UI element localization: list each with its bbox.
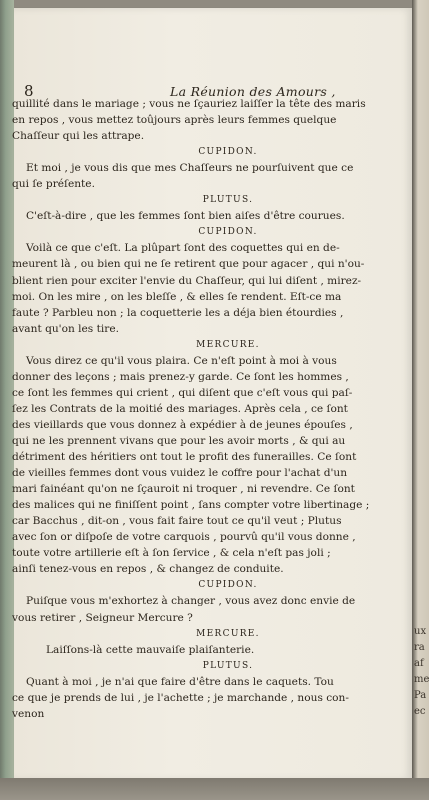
text-line: qui ne les prennent vivans que pour les avoir morts , & qui au [12, 434, 346, 447]
text-line: Vous direz ce qu'il vous plaira. Ce n'eſt point à moi à vous [26, 354, 337, 367]
text-line: avec ſon or diſpoſe de votre carquois , pourvû qu'il vous donne , [12, 531, 356, 544]
facing-page-fragment: af [414, 658, 424, 669]
page-bottom-shadow [0, 778, 429, 800]
text-line: Voilà ce que c'eſt. La plûpart ſont des coquettes qui en de- [26, 242, 340, 255]
facing-page-fragment: ec [414, 706, 426, 717]
text-line: blient rien pour exciter l'envie du Chaſſeur, qui lui diſent , mirez- [12, 274, 362, 287]
text-line: quillité dans le mariage ; vous ne ſçauriez laiſſer la tête des maris [12, 98, 366, 110]
facing-page-fragment: ra [414, 642, 425, 653]
page-text [12, 96, 414, 722]
text-line: venon [12, 707, 45, 720]
speaker-name: CUPIDON. [198, 580, 258, 591]
text-line: donner des leçons ; mais prenez-y garde. Ce ſont les hommes , [12, 370, 349, 383]
speaker-name: PLUTUS. [202, 660, 254, 671]
text-line: des malices qui ne finiſſent point , ſans compter votre libertinage ; [12, 499, 370, 512]
text-line: moi. On les mire , on les bleſſe , & elles ſe rendent. Eſt-ce ma [12, 290, 342, 303]
text-line: Laiſſons-là cette mauvaiſe plaiſanterie. [46, 643, 255, 656]
text-line: de vieilles femmes dont vous vuidez le coffre pour l'achat d'un [12, 467, 348, 480]
speaker-name: PLUTUS. [202, 195, 254, 206]
text-line: avant qu'on les tire. [12, 322, 119, 335]
text-line: toute votre artillerie eſt à ſon ſervice , & cela n'eſt pas joli ; [12, 547, 331, 560]
facing-page-edge [412, 0, 429, 800]
speaker-name: CUPIDON. [198, 227, 258, 238]
facing-page-fragment: me [414, 674, 429, 685]
text-line: en repos , vous mettez toûjours après leurs femmes quelque [12, 114, 337, 127]
speaker-name: MERCURE. [196, 339, 260, 350]
text-line: faute ? Parbleu non ; la coquetterie les a déja bien étourdies , [12, 306, 344, 319]
text-line: meurent là , ou bien qui ne ſe retirent que pour agacer , qui n'ou- [12, 258, 365, 271]
page-number: 8 [24, 82, 34, 100]
text-line: ſez les Contrats de la moitié des mariages. Après cela , ce ſont [12, 402, 348, 415]
running-title: La Réunion des Amours , [170, 84, 336, 99]
text-line: qui ſe préſente. [12, 178, 95, 191]
text-line: vous retirer , Seigneur Mercure ? [12, 611, 193, 624]
facing-page-fragment: ux [414, 626, 427, 637]
text-line: détriment des héritiers ont tout le profit des funerailles. Ce ſont [12, 451, 357, 464]
text-line: ainſi tenez-vous en repos , & changez de conduite. [12, 563, 284, 576]
speaker-name: CUPIDON. [198, 147, 258, 158]
text-line: mari fainéant qu'on ne ſçauroit ni troquer , ni revendre. Ce ſont [12, 483, 355, 496]
text-line: car Bacchus , dit-on , vous fait faire tout ce qu'il veut ; Plutus [12, 515, 342, 528]
facing-page-fragment: Pa [414, 690, 427, 701]
text-line: ce que je prends de lui , je l'achette ; je marchande , nous con- [12, 691, 349, 704]
text-line: Quant à moi , je n'ai que faire d'être dans le caquets. Tou [26, 675, 334, 688]
text-line: des vieillards que vous donnez à expédier à de jeunes épouſes , [12, 418, 353, 431]
text-line: Puiſque vous m'exhortez à changer , vous avez donc envie de [26, 595, 356, 608]
text-line: C'eſt-à-dire , que les femmes ſont bien aiſes d'être courues. [26, 210, 345, 223]
text-line: ce ſont les femmes qui crient , qui diſent que c'eſt vous qui paſ- [12, 386, 353, 399]
text-line: Et moi , je vous dis que mes Chaſſeurs ne pourſuivent que ce [26, 162, 354, 175]
text-line: Chaſſeur qui les attrape. [12, 130, 145, 143]
speaker-name: MERCURE. [196, 628, 260, 639]
text-lines [12, 96, 414, 722]
